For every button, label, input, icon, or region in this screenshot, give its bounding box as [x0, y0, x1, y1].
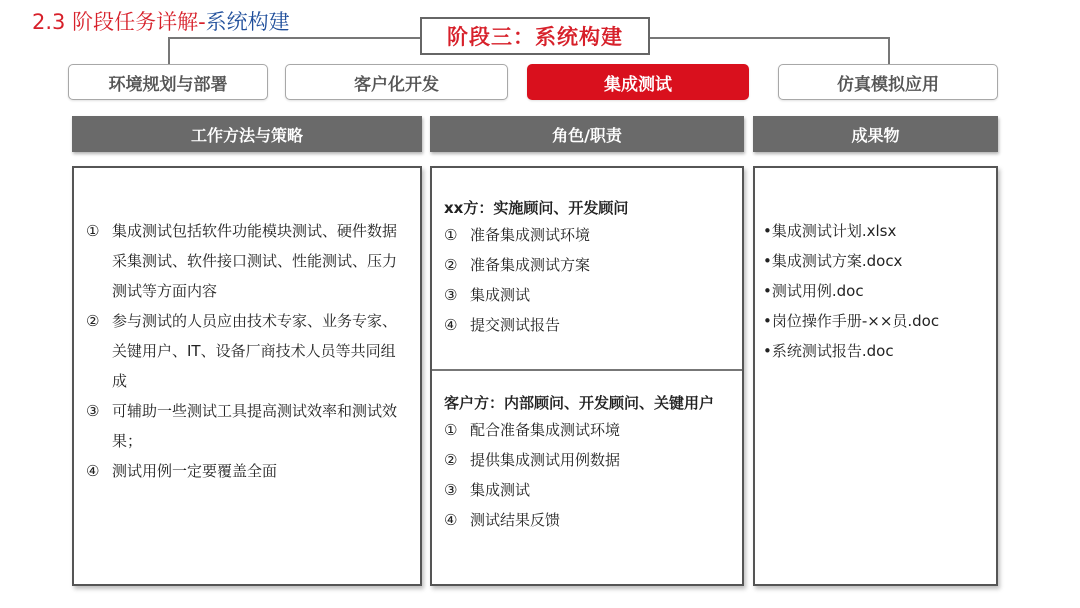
stage-custom-development[interactable]: 客户化开发 — [285, 64, 508, 100]
method-item — [86, 306, 410, 396]
header-deliverables: 成果物 — [753, 116, 998, 152]
role-text: 提交测试报告 — [470, 316, 561, 334]
page-title-suffix: 系统构建 — [205, 10, 290, 34]
role-text: 集成测试 — [470, 481, 531, 499]
role-item — [444, 220, 739, 250]
header-methods: 工作方法与策略 — [72, 116, 422, 152]
client-roles — [444, 391, 739, 535]
page-title-prefix: 2.3 阶段任务详解- — [32, 10, 206, 34]
deliverable-item: •岗位操作手册-××员.doc — [763, 312, 940, 330]
method-text: 可辅助一些测试工具提高测试效率和测试效果； — [112, 402, 398, 450]
role-text: 准备集成测试方案 — [470, 256, 591, 274]
role-number: ④ — [444, 316, 458, 334]
stage-simulation-application[interactable]: 仿真模拟应用 — [778, 64, 998, 100]
role-number: ① — [444, 226, 458, 244]
role-text: 集成测试 — [470, 286, 531, 304]
role-text: 准备集成测试环境 — [470, 226, 591, 244]
method-text: 集成测试包括软件功能模块测试、硬件数据采集测试、软件接口测试、性能测试、压力测试等方面内容 — [112, 222, 398, 300]
role-number: ③ — [444, 481, 458, 499]
method-number: ② — [86, 312, 100, 330]
stage-environment-planning[interactable]: 环境规划与部署 — [68, 64, 268, 100]
role-item — [444, 445, 739, 475]
method-item — [86, 396, 410, 456]
stage-integration-test[interactable]: 集成测试 — [527, 64, 749, 100]
role-number: ④ — [444, 511, 458, 529]
stage-bracket-left — [168, 37, 422, 66]
deliverable-item: •测试用例.doc — [763, 282, 864, 300]
vendor-roles-title: xx方：实施顾问、开发顾问 — [444, 199, 629, 217]
roles-divider — [432, 369, 742, 371]
role-text: 提供集成测试用例数据 — [470, 451, 621, 469]
page-title — [32, 6, 290, 36]
role-item — [444, 310, 739, 340]
stage-title: 阶段三：系统构建 — [420, 17, 650, 55]
client-roles-title: 客户方：内部顾问、开发顾问、关键用户 — [444, 394, 715, 412]
method-number: ③ — [86, 402, 100, 420]
role-text: 配合准备集成测试环境 — [470, 421, 621, 439]
deliverable-item: •集成测试计划.xlsx — [763, 222, 897, 240]
deliverable-item: •系统测试报告.doc — [763, 342, 894, 360]
role-item — [444, 475, 739, 505]
method-number: ④ — [86, 462, 100, 480]
role-item — [444, 415, 739, 445]
role-text: 测试结果反馈 — [470, 511, 561, 529]
method-item — [86, 216, 410, 306]
role-number: ② — [444, 256, 458, 274]
role-item — [444, 280, 739, 310]
role-item — [444, 505, 739, 535]
method-item — [86, 456, 410, 486]
deliverables-panel — [753, 166, 998, 586]
role-number: ① — [444, 421, 458, 439]
method-text: 测试用例一定要覆盖全面 — [112, 462, 278, 480]
deliverable-item: •集成测试方案.docx — [763, 252, 903, 270]
roles-panel — [430, 166, 744, 586]
vendor-roles — [444, 196, 739, 340]
header-roles: 角色/职责 — [430, 116, 744, 152]
role-item — [444, 250, 739, 280]
methods-panel — [72, 166, 422, 586]
method-text: 参与测试的人员应由技术专家、业务专家、关键用户、IT、设备厂商技术人员等共同组成 — [112, 312, 398, 390]
method-number: ① — [86, 222, 100, 240]
stage-bracket-right — [650, 37, 890, 66]
role-number: ③ — [444, 286, 458, 304]
role-number: ② — [444, 451, 458, 469]
